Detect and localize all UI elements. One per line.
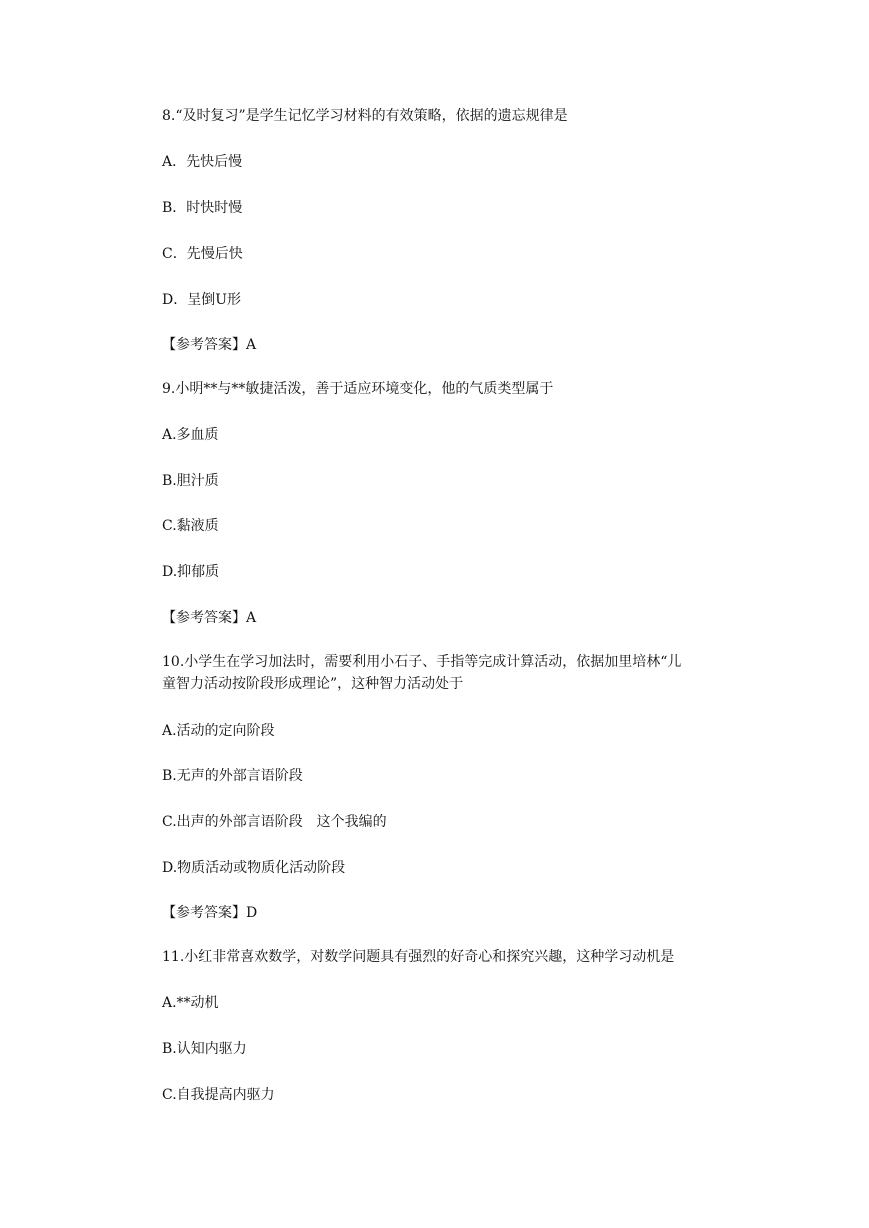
question-8-option-a: A．先快后慢 bbox=[162, 154, 243, 170]
question-9-option-c: C.黏液质 bbox=[162, 518, 219, 534]
question-8-option-c: C．先慢后快 bbox=[162, 246, 243, 262]
question-8-answer: 【参考答案】A bbox=[162, 337, 257, 353]
question-9-option-a: A.多血质 bbox=[162, 427, 219, 443]
question-8-stem: 8.“及时复习”是学生记忆学习材料的有效策略，依据的遗忘规律是 bbox=[162, 108, 568, 124]
question-10-option-c: C.出声的外部言语阶段 这个我编的 bbox=[162, 814, 387, 830]
question-11-option-c: C.自我提高内驱力 bbox=[162, 1087, 275, 1103]
question-10-option-b: B.无声的外部言语阶段 bbox=[162, 768, 303, 784]
question-10-option-a: A.活动的定向阶段 bbox=[162, 723, 275, 739]
question-10-stem-line-1: 10.小学生在学习加法时，需要利用小石子、手指等完成计算活动，依据加里培林“儿 bbox=[162, 654, 682, 670]
question-8-option-d: D．呈倒U形 bbox=[162, 292, 242, 308]
question-10-answer: 【参考答案】D bbox=[162, 905, 258, 921]
question-11-stem: 11.小红非常喜欢数学，对数学问题具有强烈的好奇心和探究兴趣，这种学习动机是 bbox=[162, 949, 675, 965]
question-9-stem: 9.小明**与**敏捷活泼，善于适应环境变化，他的气质类型属于 bbox=[162, 381, 554, 397]
question-11-option-b: B.认知内驱力 bbox=[162, 1041, 247, 1057]
question-8-option-b: B．时快时慢 bbox=[162, 200, 243, 216]
question-9-answer: 【参考答案】A bbox=[162, 610, 257, 626]
question-9-option-b: B.胆汁质 bbox=[162, 473, 219, 489]
question-11-option-a: A.**动机 bbox=[162, 995, 219, 1011]
question-9-option-d: D.抑郁质 bbox=[162, 564, 220, 580]
question-10-stem-line-2: 童智力活动按阶段形成理论”，这种智力活动处于 bbox=[162, 676, 464, 692]
question-10-option-d: D.物质活动或物质化活动阶段 bbox=[162, 860, 346, 876]
